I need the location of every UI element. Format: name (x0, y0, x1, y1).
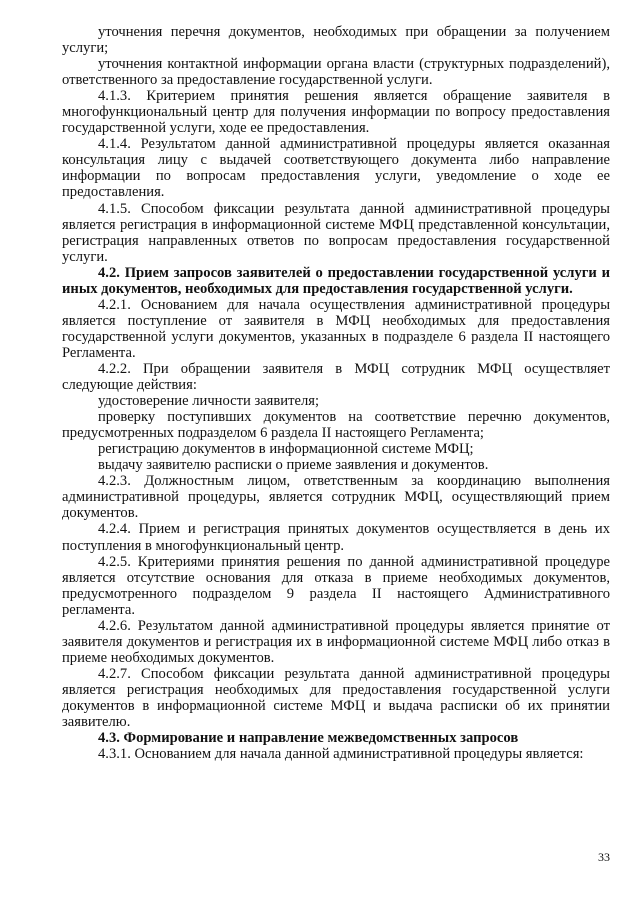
paragraph-4-1-3: 4.1.3. Критерием принятия решения является обращение заявителя в многофункциональный центр для получения информации по вопросу предоставления государственной услуги, ходе ее предоставления. (62, 88, 610, 137)
paragraph-4-2-4: 4.2.4. Прием и регистрация принятых документов осуществляется в день их поступления в многофункциональный центр. (62, 521, 610, 554)
paragraph-clarify-contacts: уточнения контактной информации органа власти (структурных подразделений), ответственного за предоставление государственной услуги. (62, 56, 610, 89)
paragraph-clarify-documents: уточнения перечня документов, необходимых при обращении за получением услуги; (62, 24, 610, 57)
document-body (62, 24, 610, 762)
paragraph-4-2-7: 4.2.7. Способом фиксации результата данной административной процедуры является регистрация необходимых для предоставления государственной услуги документов в информационной системе МФЦ и выдача расписки об их принятии заявителю. (62, 665, 610, 731)
paragraph-4-2-5: 4.2.5. Критериями принятия решения по данной административной процедуре является отсутствие основания для отказа в приеме необходимых документов, предусмотренного подразделом 9 раздела II настоящего Административного регламента. (62, 553, 610, 618)
paragraph-4-2-1: 4.2.1. Основанием для начала осуществления административной процедуры является поступление от заявителя в МФЦ необходимых для предоставления государственной услуги документов, указанных в подразделе 6 раздела II настоящего Регламента. (62, 296, 610, 361)
page-number: 33 (598, 850, 610, 864)
paragraph-4-2-6: 4.2.6. Результатом данной административной процедуры является принятие от заявителя документов и регистрация их в информационной системе МФЦ либо отказ в приеме необходимых документов. (62, 617, 610, 666)
paragraph-4-1-4: 4.1.4. Результатом данной административной процедуры является оказанная консультация лицу с выдачей соответствующего документа либо направление информации по вопросам предоставления услуги, уведомление о ходе ее предоставления. (62, 136, 610, 201)
list-item-issue-receipt: выдачу заявителю расписки о приеме заявления и документов. (98, 457, 489, 474)
paragraph-4-2-2: 4.2.2. При обращении заявителя в МФЦ сотрудник МФЦ осуществляет следующие действия: (62, 360, 610, 394)
paragraph-4-1-5: 4.1.5. Способом фиксации результата данной административной процедуры является регистрация в информационной системе МФЦ представленной консультации, регистрация направленных ответов по вопросам предоставления государственной услуги. (62, 200, 610, 265)
list-item-identity: удостоверение личности заявителя; (98, 393, 320, 410)
paragraph-4-2-3: 4.2.3. Должностным лицом, ответственным за координацию выполнения административной процедуры, является сотрудник МФЦ, осуществляющий прием документов. (62, 473, 610, 522)
section-heading-4-3: 4.3. Формирование и направление межведомственных запросов (98, 730, 519, 747)
list-item-register-documents: регистрацию документов в информационной системе МФЦ; (98, 441, 474, 458)
section-heading-4-2: 4.2. Прием запросов заявителей о предоставлении государственной услуги и иных документов, необходимых для предоставления государственной услуги. (62, 264, 610, 297)
paragraph-4-3-1: 4.3.1. Основанием для начала данной административной процедуры является: (98, 746, 584, 763)
list-item-check-documents: проверку поступивших документов на соответствие перечню документов, предусмотренных подразделом 6 раздела II настоящего Регламента; (62, 409, 610, 442)
